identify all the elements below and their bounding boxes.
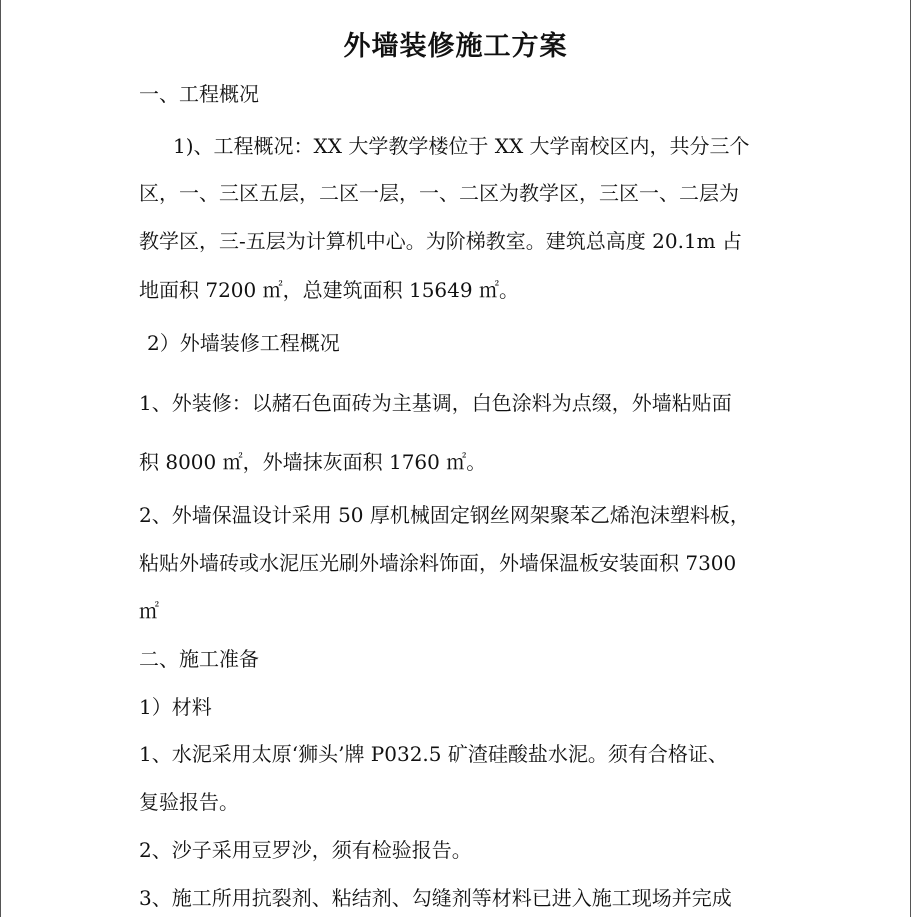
section-heading-overview: 一、工程概况 xyxy=(139,82,259,106)
paragraph-line: 1、水泥采用太原‘狮头’牌 P032.5 矿渣硅酸盐水泥。须有合格证、 xyxy=(139,742,728,766)
paragraph-line: 1、外装修：以赭石色面砖为主基调，白色涂料为点缀，外墙粘贴面 xyxy=(139,391,732,415)
paragraph-line: 3、施工所用抗裂剂、粘结剂、勾缝剂等材料已进入施工现场并完成 xyxy=(139,886,732,910)
paragraph-line: 2、沙子采用豆罗沙，须有检验报告。 xyxy=(139,838,472,862)
paragraph-line: 区，一、三区五层，二区一层，一、二区为教学区，三区一、二层为 xyxy=(139,181,739,205)
paragraph-line: 地面积 7200 ㎡，总建筑面积 15649 ㎡。 xyxy=(139,278,519,302)
paragraph-line: 1)、工程概况：XX 大学教学楼位于 XX 大学南校区内，共分三个 xyxy=(173,134,750,158)
paragraph-line: 2、外墙保温设计采用 50 厚机械固定钢丝网架聚苯乙烯泡沫塑料板， xyxy=(139,503,750,527)
subsection-heading-materials: 1）材料 xyxy=(139,695,212,719)
subsection-heading-exterior: 2）外墙装修工程概况 xyxy=(147,331,340,355)
paragraph-line: 积 8000 ㎡，外墙抹灰面积 1760 ㎡。 xyxy=(139,450,487,474)
section-heading-preparation: 二、施工准备 xyxy=(139,647,259,671)
document-title: 外墙装修施工方案 xyxy=(343,31,568,62)
paragraph-line: 复验报告。 xyxy=(139,790,239,814)
paragraph-line: ㎡ xyxy=(139,599,159,623)
paragraph-line: 粘贴外墙砖或水泥压光刷外墙涂料饰面，外墙保温板安装面积 7300 xyxy=(139,551,737,575)
paragraph-line: 教学区，三-五层为计算机中心。为阶梯教室。建筑总高度 20.1m 占 xyxy=(139,229,742,253)
